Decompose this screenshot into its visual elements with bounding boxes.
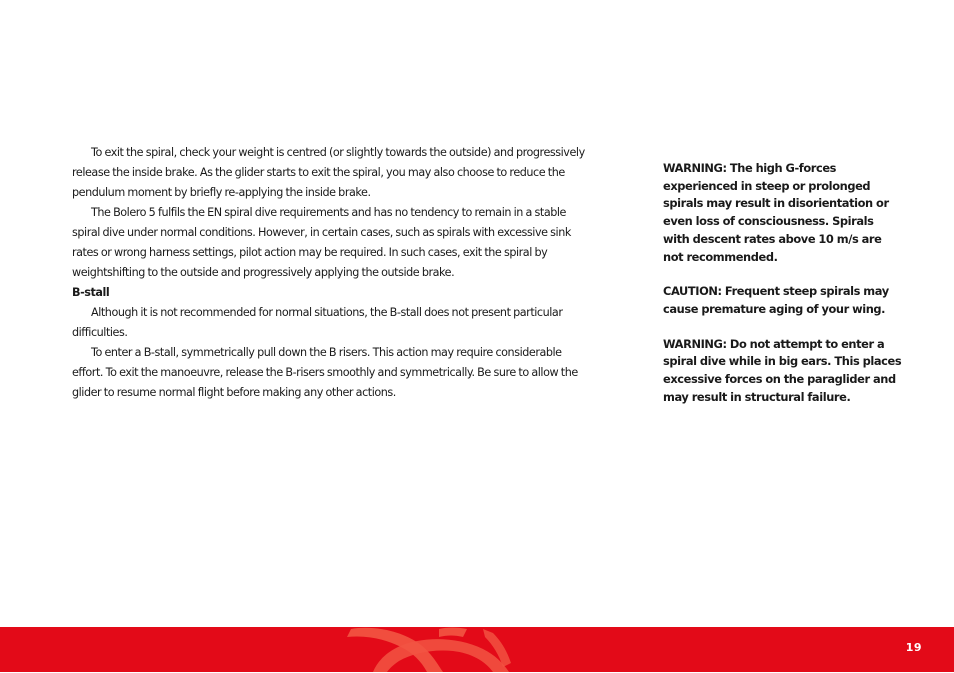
brand-swirl-icon — [343, 627, 513, 672]
paragraph-bstall-intro: Although it is not recommended for normal situations, the B-stall does not present particular difficulties. — [72, 306, 563, 339]
footer-bar — [0, 627, 954, 672]
caution-aging: CAUTION: Frequent steep spirals may cause premature aging of your wing. — [663, 284, 889, 316]
paragraph-spiral-exit: To exit the spiral, check your weight is centred (or slightly towards the outside) and progressively release the inside brake. As the glider starts to exit the spiral, you may also choose to reduce the pendulum moment by briefly re-applying the inside brake. — [72, 146, 585, 199]
section-heading-bstall: B-stall — [72, 286, 110, 299]
paragraph-bstall-procedure: To enter a B-stall, symmetrically pull down the B risers. This action may require considerable effort. To exit the manoeuvre, release the B-risers smoothly and symmetrically. Be sure to allow the glider to resume normal flight before making any other actions. — [72, 346, 578, 399]
main-text-column — [72, 143, 587, 403]
paragraph-spiral-stability: The Bolero 5 fulfils the EN spiral dive requirements and has no tendency to remain in a stable spiral dive under normal conditions. However, in certain cases, such as spirals with excessive sink rates or wrong harness settings, pilot action may be required. In such cases, exit the spiral by weightshifting to the outside and progressively applying the outside brake. — [72, 206, 571, 279]
page-number: 19 — [905, 641, 922, 654]
warning-gforces: WARNING: The high G-forces experienced in steep or prolonged spirals may result in disorientation or even loss of consciousness. Spirals with descent rates above 10 m/s are not recommended. — [663, 161, 889, 264]
warning-big-ears: WARNING: Do not attempt to enter a spiral dive while in big ears. This places excessive forces on the paraglider and may result in structural failure. — [663, 336, 902, 404]
sidebar-notices — [663, 160, 903, 423]
